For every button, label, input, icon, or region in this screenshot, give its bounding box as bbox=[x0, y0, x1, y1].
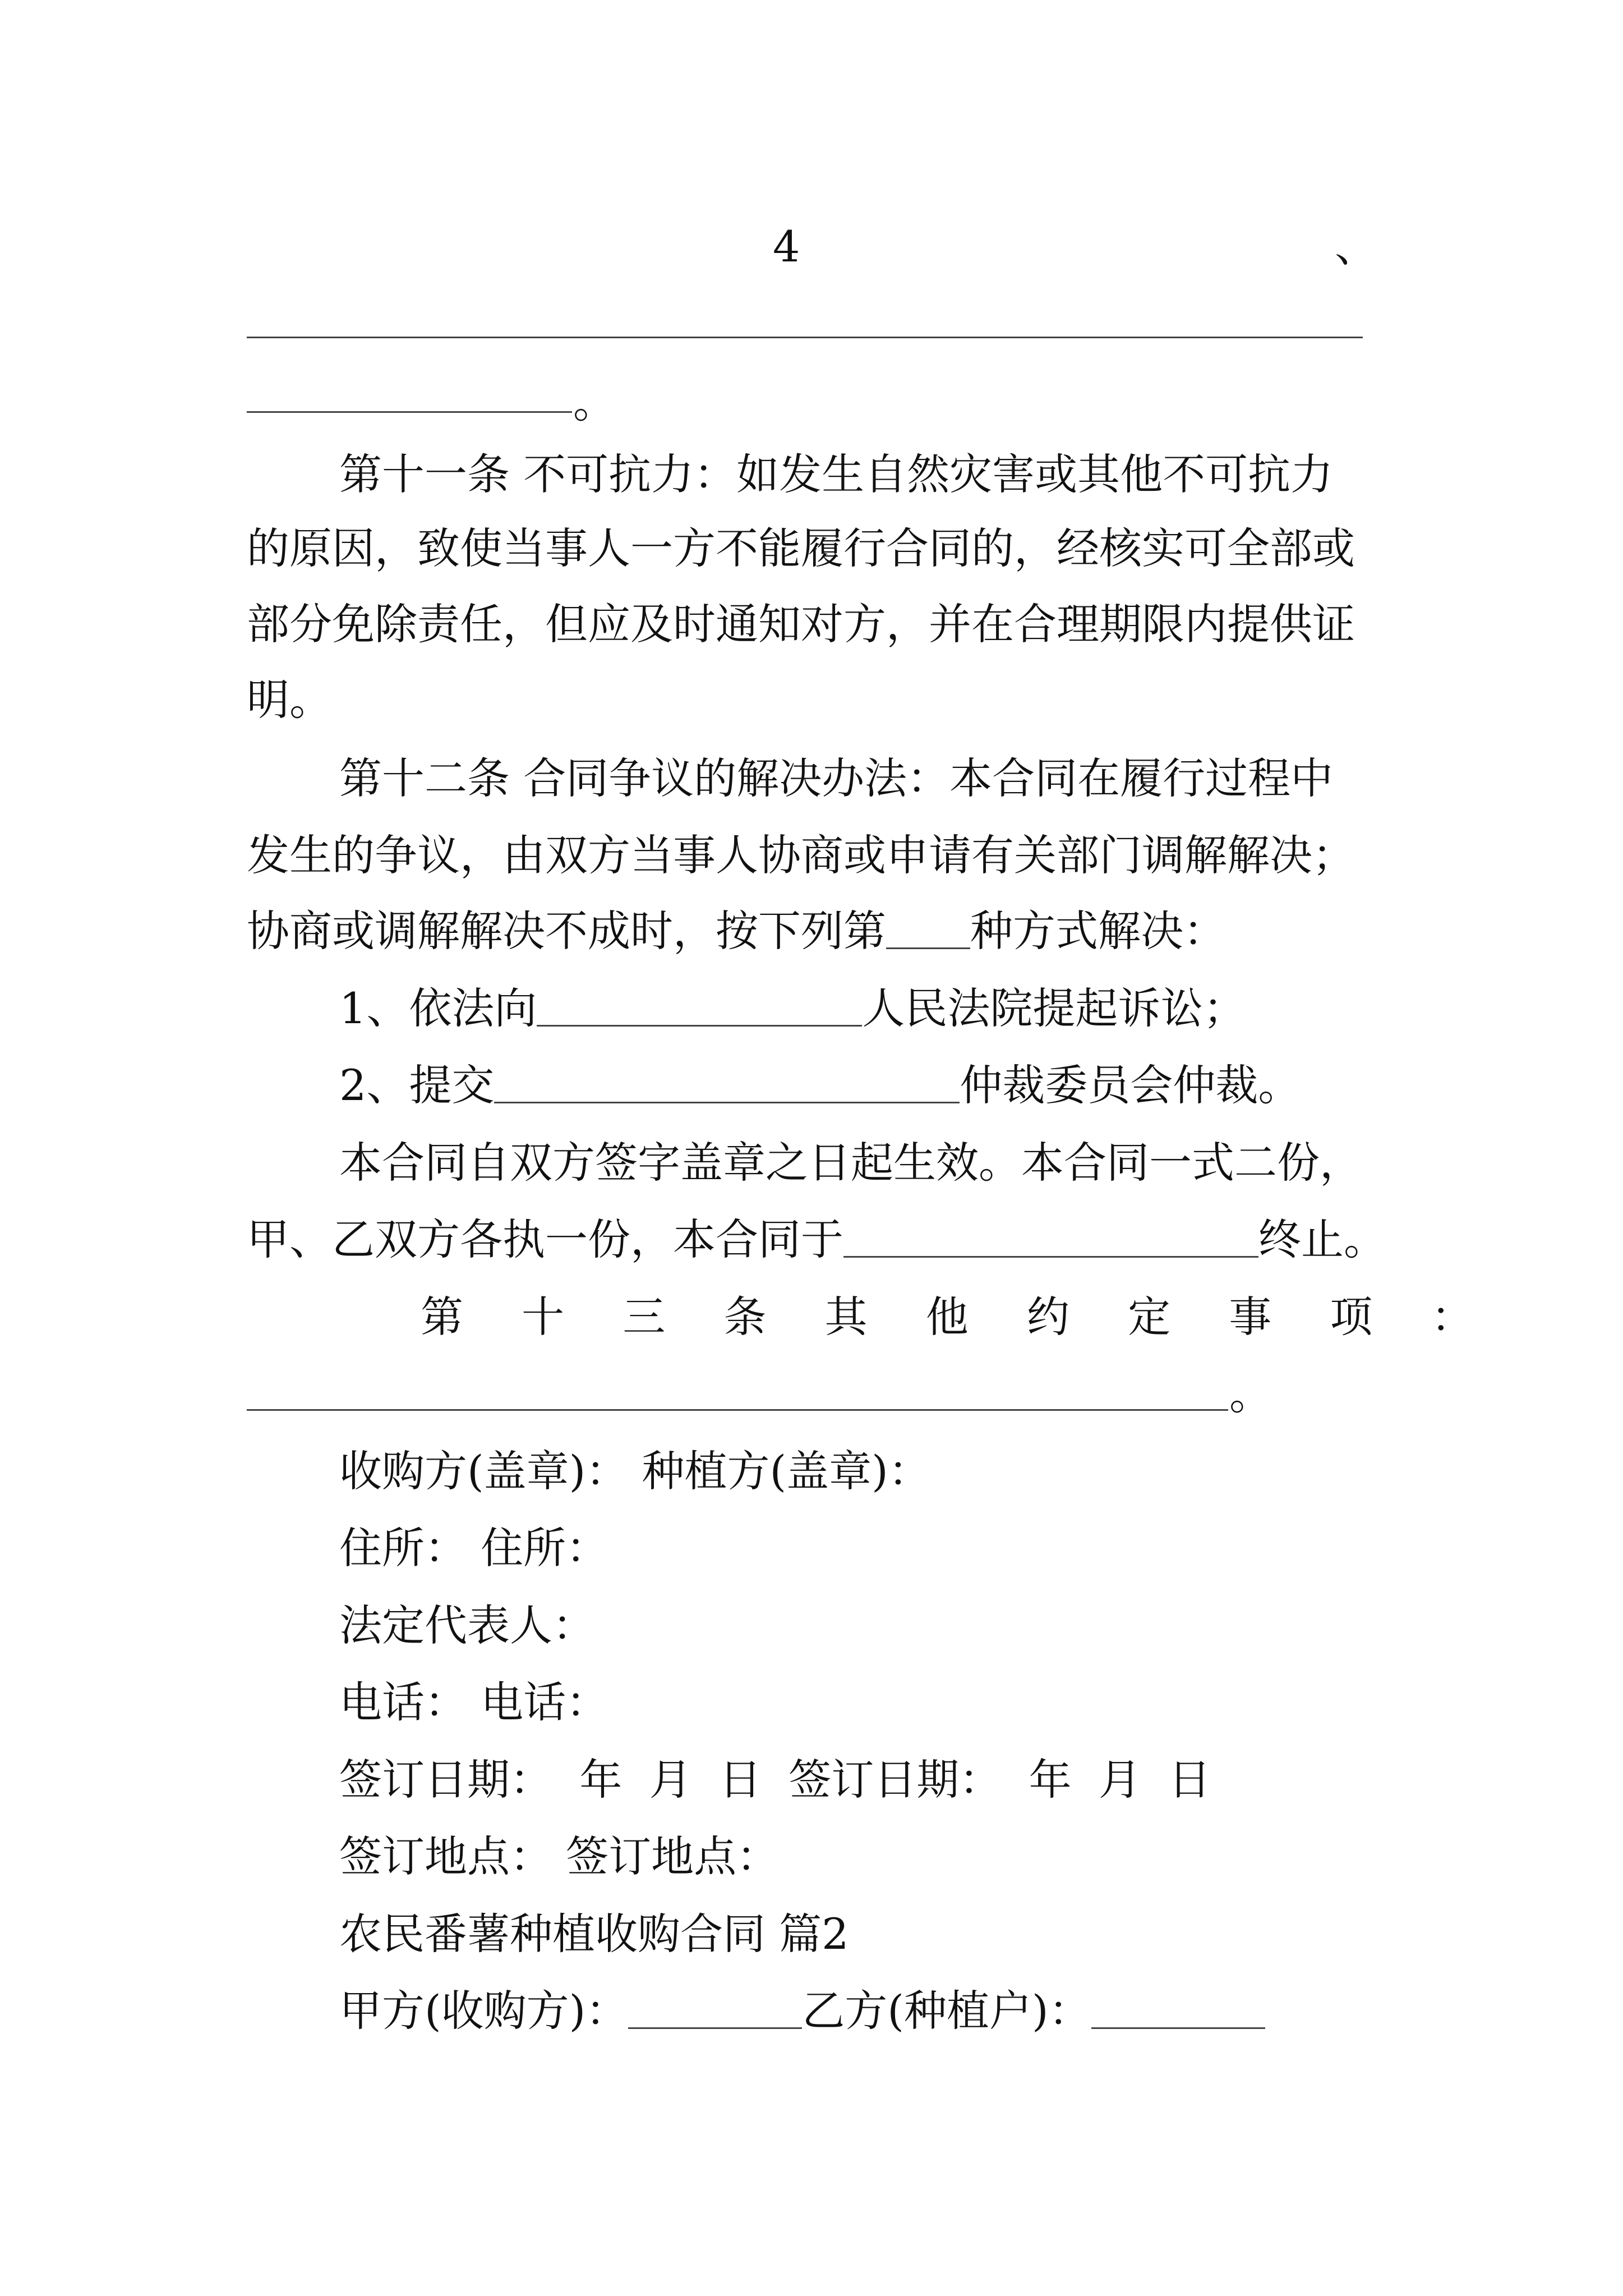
party-b-label: 乙方(种植户)： bbox=[802, 1986, 1091, 2036]
party-a-label: 甲方(收购方)： bbox=[339, 1986, 629, 2036]
option2 bbox=[339, 1060, 1301, 1110]
party-line bbox=[339, 1986, 1265, 2036]
option1-text-end: 人民法院提起诉讼； bbox=[862, 983, 1246, 1033]
signature-address: 住所： 住所： bbox=[339, 1523, 609, 1573]
article12-line3-text-end: 种方式解决： bbox=[970, 906, 1226, 956]
effect-line2-text-end: 终止。 bbox=[1258, 1214, 1386, 1264]
party-a-blank bbox=[628, 1994, 802, 2029]
method-blank bbox=[886, 914, 970, 949]
signature-legal-rep: 法定代表人： bbox=[339, 1600, 595, 1650]
article12-line3-text: 协商或调解解决不成时，按下列第 bbox=[247, 906, 886, 956]
item4-blank-line bbox=[247, 337, 1363, 338]
article12-line2: 发生的争议，由双方当事人协商或申请有关部门调解解决； bbox=[247, 830, 1355, 880]
effect-line2-text: 甲、乙双方各执一份，本合同于 bbox=[247, 1214, 843, 1264]
option2-text: 2、提交 bbox=[339, 1060, 495, 1110]
effect-line2 bbox=[247, 1214, 1386, 1264]
article12-line1: 第十二条 合同争议的解决办法：本合同在履行过程中 bbox=[339, 753, 1334, 803]
option1 bbox=[339, 983, 1246, 1033]
article11-line1: 第十一条 不可抗力：如发生自然灾害或其他不可抗力 bbox=[339, 449, 1334, 499]
article13-end-mark: 。 bbox=[1229, 1369, 1272, 1419]
item-mark: 、 bbox=[1335, 222, 1377, 272]
article13-label: 第 十 三 条 其 他 约 定 事 项 ： bbox=[421, 1292, 1496, 1342]
article11-line2: 的原因，致使当事人一方不能履行合同的，经核实可全部或 bbox=[247, 523, 1355, 573]
option2-text-end: 仲裁委员会仲裁。 bbox=[960, 1060, 1301, 1110]
item4-blank-line-short bbox=[247, 411, 572, 413]
signature-date: 签订日期： 年 月 日 签订日期： 年 月 日 bbox=[339, 1755, 1211, 1805]
signature-parties: 收购方(盖章)： 种植方(盖章)： bbox=[339, 1446, 931, 1496]
article13-blank-line bbox=[247, 1409, 1228, 1411]
party-b-blank bbox=[1091, 1994, 1265, 2029]
article11-line4: 明。 bbox=[247, 675, 332, 725]
item4-end-mark: 。 bbox=[573, 378, 616, 427]
item-number: 4 bbox=[773, 222, 800, 272]
section-title: 农民番薯种植收购合同 篇2 bbox=[339, 1909, 849, 1959]
effect-line1: 本合同自双方签字盖章之日起生效。本合同一式二份， bbox=[339, 1138, 1362, 1188]
termination-date-blank bbox=[843, 1222, 1258, 1258]
article11-line3: 部分免除责任，但应及时通知对方，并在合理期限内提供证 bbox=[247, 599, 1355, 649]
signature-phone: 电话： 电话： bbox=[339, 1677, 609, 1727]
arbitration-blank bbox=[494, 1068, 960, 1103]
option1-text: 1、依法向 bbox=[339, 983, 537, 1033]
signature-place: 签订地点： 签订地点： bbox=[339, 1832, 780, 1881]
article12-line3 bbox=[247, 906, 1226, 956]
court-blank bbox=[537, 991, 862, 1027]
